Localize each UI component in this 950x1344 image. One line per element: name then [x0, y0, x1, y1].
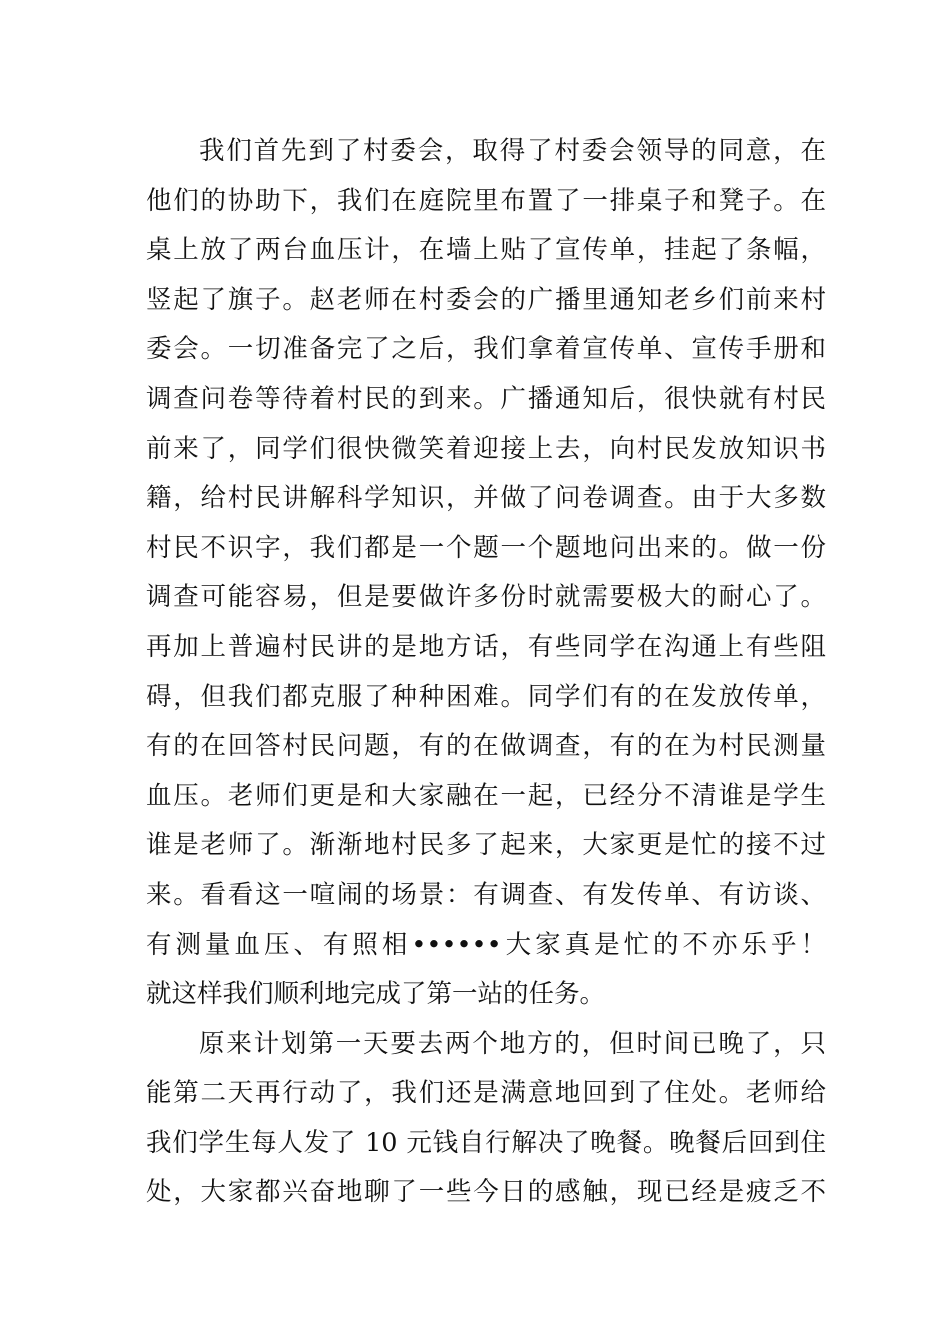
paragraph-1	[146, 127, 826, 1020]
text-line: 籍，给村民讲解科学知识，并做了问卷调查。由于大多数	[146, 483, 826, 514]
text-line: 他们的协助下，我们在庭院里布置了一排桌子和凳子。在	[146, 185, 826, 216]
text-line: 竖起了旗子。赵老师在村委会的广播里通知老乡们前来村	[146, 284, 826, 315]
text-line: 桌上放了两台血压计，在墙上贴了宣传单，挂起了条幅，	[146, 235, 826, 266]
text-line: 我们首先到了村委会，取得了村委会领导的同意，在	[199, 136, 826, 166]
body-text	[146, 127, 826, 1218]
text-line: 调查可能容易，但是要做许多份时就需要极大的耐心了。	[146, 582, 826, 613]
text-line: 前来了，同学们很快微笑着迎接上去，向村民发放知识书	[146, 433, 826, 464]
text-line: 我们学生每人发了 10 元钱自行解决了晚餐。晚餐后回到住	[146, 1127, 826, 1158]
text-line: 处，大家都兴奋地聊了一些今日的感触，现已经是疲乏不	[146, 1177, 826, 1208]
text-line: 有测量血压、有照相••••••大家真是忙的不亦乐乎！	[146, 929, 826, 960]
text-line: 调查问卷等待着村民的到来。广播通知后，很快就有村民	[146, 383, 826, 414]
text-line: 谁是老师了。渐渐地村民多了起来，大家更是忙的接不过	[146, 830, 826, 861]
text-line: 来。看看这一喧闹的场景：有调查、有发传单、有访谈、	[146, 879, 826, 910]
text-line: 委会。一切准备完了之后，我们拿着宣传单、宣传手册和	[146, 334, 826, 365]
text-line: 再加上普遍村民讲的是地方话，有些同学在沟通上有些阻	[146, 631, 826, 662]
text-line: 能第二天再行动了，我们还是满意地回到了住处。老师给	[146, 1078, 826, 1109]
text-line: 原来计划第一天要去两个地方的，但时间已晚了，只	[199, 1028, 826, 1059]
text-line: 有的在回答村民问题，有的在做调查，有的在为村民测量	[146, 731, 826, 762]
text-line: 血压。老师们更是和大家融在一起，已经分不清谁是学生	[146, 780, 826, 811]
text-line: 就这样我们顺利地完成了第一站的任务。	[146, 979, 606, 1010]
text-line: 村民不识字，我们都是一个题一个题地问出来的。做一份	[146, 532, 826, 563]
paragraph-2	[146, 1020, 826, 1218]
text-line: 碍，但我们都克服了种种困难。同学们有的在发放传单，	[146, 681, 826, 712]
